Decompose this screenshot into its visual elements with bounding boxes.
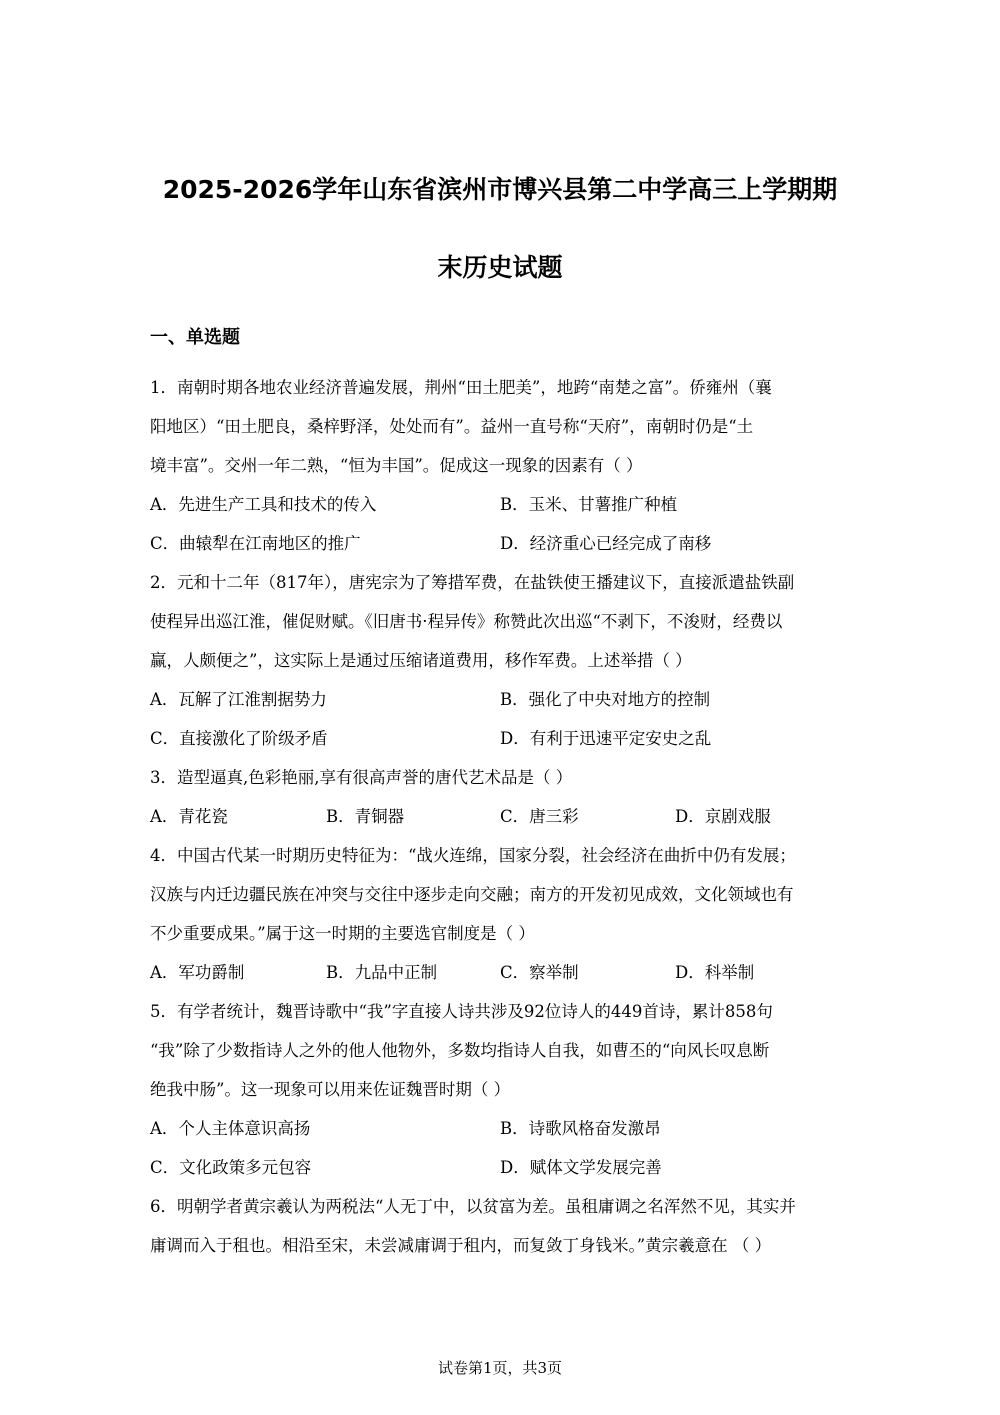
question-6-line-1: 6．明朝学者黄宗羲认为两税法“人无丁中，以贫富为差。虽租庸调之名浑然不见，其实并 bbox=[150, 1197, 796, 1216]
question-2-option-a: A．瓦解了江淮割据势力 bbox=[150, 690, 327, 709]
section-heading: 一、单选题 bbox=[150, 327, 240, 348]
question-2-line-2: 使程异出巡江淮，催促财赋。《旧唐书·程异传》称赞此次出巡“不剥下，不浚财，经费以 bbox=[150, 612, 783, 631]
question-2-option-c: C．直接激化了阶级矛盾 bbox=[150, 729, 328, 748]
question-2-option-b: B．强化了中央对地方的控制 bbox=[500, 690, 711, 709]
question-4-option-a: A．军功爵制 bbox=[150, 963, 245, 982]
exam-title-line-2: 末历史试题 bbox=[437, 253, 563, 282]
question-3-option-c: C．唐三彩 bbox=[500, 807, 579, 826]
question-3-option-d: D．京剧戏服 bbox=[675, 807, 771, 826]
question-5-option-a: A．个人主体意识高扬 bbox=[150, 1119, 311, 1138]
question-1-option-a: A．先进生产工具和技术的传入 bbox=[150, 495, 377, 514]
exam-title-line-1: 2025-2026学年山东省滨州市博兴县第二中学高三上学期期 bbox=[162, 175, 838, 204]
question-1-line-3: 境丰富”。交州一年二熟，“恒为丰国”。促成这一现象的因素有（ ） bbox=[150, 456, 643, 475]
question-1-option-c: C．曲辕犁在江南地区的推广 bbox=[150, 534, 361, 553]
question-5-option-d: D．赋体文学发展完善 bbox=[500, 1158, 662, 1177]
question-5-option-b: B．诗歌风格奋发激昂 bbox=[500, 1119, 661, 1138]
question-5-line-1: 5．有学者统计，魏晋诗歌中“我”字直接人诗共涉及92位诗人的449首诗，累计858句 bbox=[150, 1002, 773, 1021]
question-5-line-3: 绝我中肠”。这一现象可以用来佐证魏晋时期（ ） bbox=[150, 1080, 511, 1099]
question-4-line-3: 不少重要成果。”属于这一时期的主要选官制度是（ ） bbox=[150, 924, 535, 943]
question-1-option-d: D．经济重心已经完成了南移 bbox=[500, 534, 712, 553]
question-5-line-2: “我”除了少数指诗人之外的他人他物外，多数均指诗人自我，如曹丕的“向风长叹息断 bbox=[150, 1041, 770, 1060]
question-4-option-b: B．九品中正制 bbox=[326, 963, 438, 982]
question-2-line-3: 赢，人颇便之”，这实际上是通过压缩诸道费用，移作军费。上述举措（ ） bbox=[150, 651, 692, 670]
question-1-line-1: 1．南朝时期各地农业经济普遍发展，荆州“田土肥美”，地跨“南楚之富”。侨雍州（襄 bbox=[150, 378, 772, 397]
question-3-line-1: 3．造型逼真,色彩艳丽,享有很高声誉的唐代艺术品是（ ） bbox=[150, 768, 573, 787]
question-1-line-2: 阳地区）“田土肥良，桑梓野泽，处处而有”。益州一直号称“天府”，南朝时仍是“土 bbox=[150, 417, 754, 436]
question-6-line-2: 庸调而入于租也。相沿至宋，未尝减庸调于租内，而复敛丁身钱米。”黄宗羲意在 （ ） bbox=[150, 1236, 772, 1255]
question-5-option-c: C．文化政策多元包容 bbox=[150, 1158, 312, 1177]
question-4-option-c: C．察举制 bbox=[500, 963, 579, 982]
question-4-option-d: D．科举制 bbox=[675, 963, 755, 982]
question-4-line-1: 4．中国古代某一时期历史特征为：“战火连绵，国家分裂，社会经济在曲折中仍有发展； bbox=[150, 846, 796, 865]
question-2-line-1: 2．元和十二年（817年），唐宪宗为了筹措军费，在盐铁使王播建议下，直接派遣盐铁副 bbox=[150, 573, 795, 592]
question-1-option-b: B．玉米、甘薯推广种植 bbox=[500, 495, 678, 514]
question-2-option-d: D．有利于迅速平定安史之乱 bbox=[500, 729, 712, 748]
question-4-line-2: 汉族与内迁边疆民族在冲突与交往中逐步走向交融；南方的开发初见成效，文化领域也有 bbox=[150, 885, 794, 904]
page-footer: 试卷第1页，共3页 bbox=[437, 1359, 563, 1377]
question-3-option-b: B．青铜器 bbox=[326, 807, 405, 826]
question-3-option-a: A．青花瓷 bbox=[150, 807, 228, 826]
